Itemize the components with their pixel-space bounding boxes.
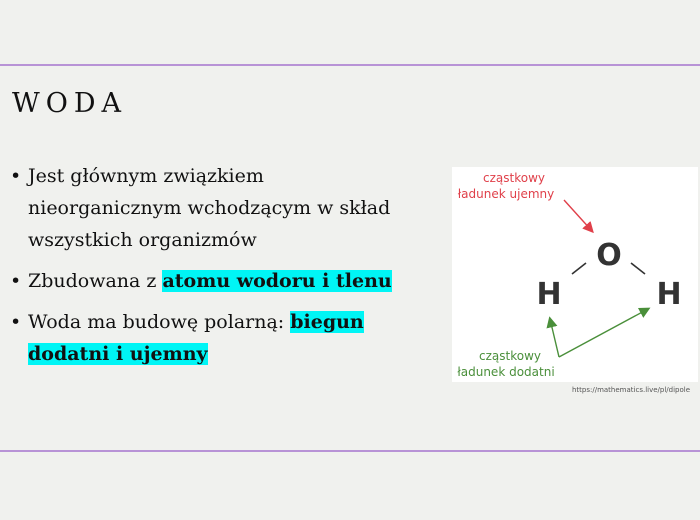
bullet-text: Zbudowana z [28, 270, 163, 292]
bond-left [572, 263, 586, 274]
negative-charge-label-line1: cząstkowy [483, 171, 545, 185]
bullet-item [8, 265, 418, 297]
bond-right [631, 263, 645, 274]
bullet-item [8, 160, 418, 256]
hydrogen-atom-right: H [656, 277, 682, 312]
positive-charge-label-line1: cząstkowy [479, 349, 541, 363]
water-molecule-diagram [452, 167, 698, 382]
slide-title: WODA [12, 88, 128, 119]
bullet-text: Jest głównym związkiem nieorganicznym wchodzącym w skład wszystkich organizmów [28, 165, 391, 251]
negative-charge-label-line2: ładunek ujemny [457, 187, 555, 201]
bullet-item [8, 306, 418, 370]
negative-charge-arrow [564, 200, 592, 231]
bullet-list [8, 160, 418, 379]
highlighted-phrase: biegun dodatni i ujemny [28, 311, 364, 365]
positive-charge-arrow-left [550, 319, 559, 357]
image-source-credit: https://mathematics.live/pl/dipole [571, 386, 690, 394]
top-divider [0, 64, 700, 66]
positive-charge-label-line2: ładunek dodatni [457, 365, 555, 379]
hydrogen-atom-left: H [536, 277, 562, 312]
oxygen-atom: O [596, 238, 622, 273]
bullet-text: Woda ma budowę polarną: [28, 311, 291, 333]
bottom-divider [0, 450, 700, 452]
positive-charge-arrow-right [559, 309, 648, 357]
highlighted-phrase: atomu wodoru i tlenu [162, 270, 392, 292]
